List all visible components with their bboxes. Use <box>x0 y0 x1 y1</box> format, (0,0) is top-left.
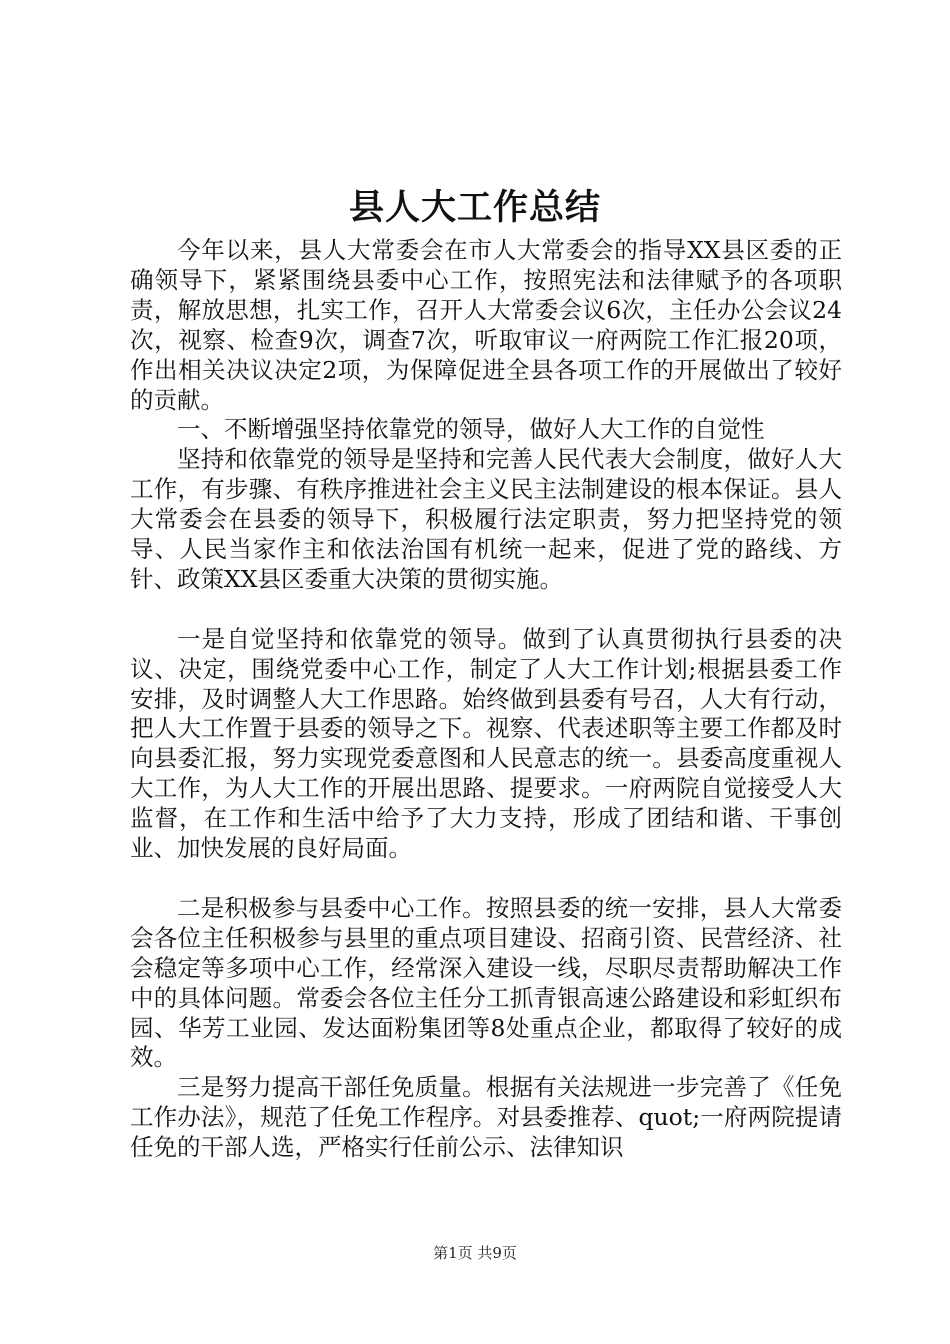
page-footer: 第1页 共9页 <box>433 1244 517 1262</box>
paragraph-intro: 今年以来，县人大常委会在市人大常委会的指导XX县区委的正确领导下，紧紧围绕县委中心工作，按照宪法和法律赋予的各项职责，解放思想，扎实工作，召开人大常委会议6次，主任办公会议24次，视察、检查9次，调查7次，听取审议一府两院工作汇报20项，作出相关决议决定2项，为保障促进全县各项工作的开展做出了较好的贡献。 <box>130 236 842 414</box>
paragraph-party-leadership: 坚持和依靠党的领导是坚持和完善人民代表大会制度，做好人大工作，有步骤、有秩序推进社会主义民主法制建设的根本保证。县人大常委会在县委的领导下，积极履行法定职责，努力把坚持党的领导、人民当家作主和依法治国有机统一起来，促进了党的路线、方针、政策XX县区委重大决策的贯彻实施。 <box>130 445 842 593</box>
paragraph-point-2: 二是积极参与县委中心工作。按照县委的统一安排，县人大常委会各位主任积极参与县里的重点项目建设、招商引资、民营经济、社会稳定等多项中心工作，经常深入建设一线，尽职尽责帮助解决工作中的具体问题。常委会各位主任分工抓青银高速公路建设和彩虹织布园、华芳工业园、发达面粉集团等8处重点企业，都取得了较好的成效。 <box>130 893 842 1072</box>
document-title: 县人大工作总结 <box>348 187 601 228</box>
paragraph-point-1: 一是自觉坚持和依靠党的领导。做到了认真贯彻执行县委的决议、决定，围绕党委中心工作，制定了人大工作计划;根据县委工作安排，及时调整人大工作思路。始终做到县委有号召，人大有行动，把人大工作置于县委的领导之下。视察、代表述职等主要工作都及时向县委汇报，努力实现党委意图和人民意志的统一。县委高度重视人大工作，为人大工作的开展出思路、提要求。一府两院自觉接受人大监督，在工作和生活中给予了大力支持，形成了团结和谐、干事创业、加快发展的良好局面。 <box>130 624 842 863</box>
section-heading-1: 一、不断增强坚持依靠党的领导，做好人大工作的自觉性 <box>177 415 765 444</box>
paragraph-point-3: 三是努力提高干部任免质量。根据有关法规进一步完善了《任免工作办法》，规范了任免工作程序。对县委推荐、quot;一府两院提请任免的干部人选，严格实行任前公示、法律知识 <box>130 1073 842 1162</box>
document-body <box>130 236 842 1163</box>
